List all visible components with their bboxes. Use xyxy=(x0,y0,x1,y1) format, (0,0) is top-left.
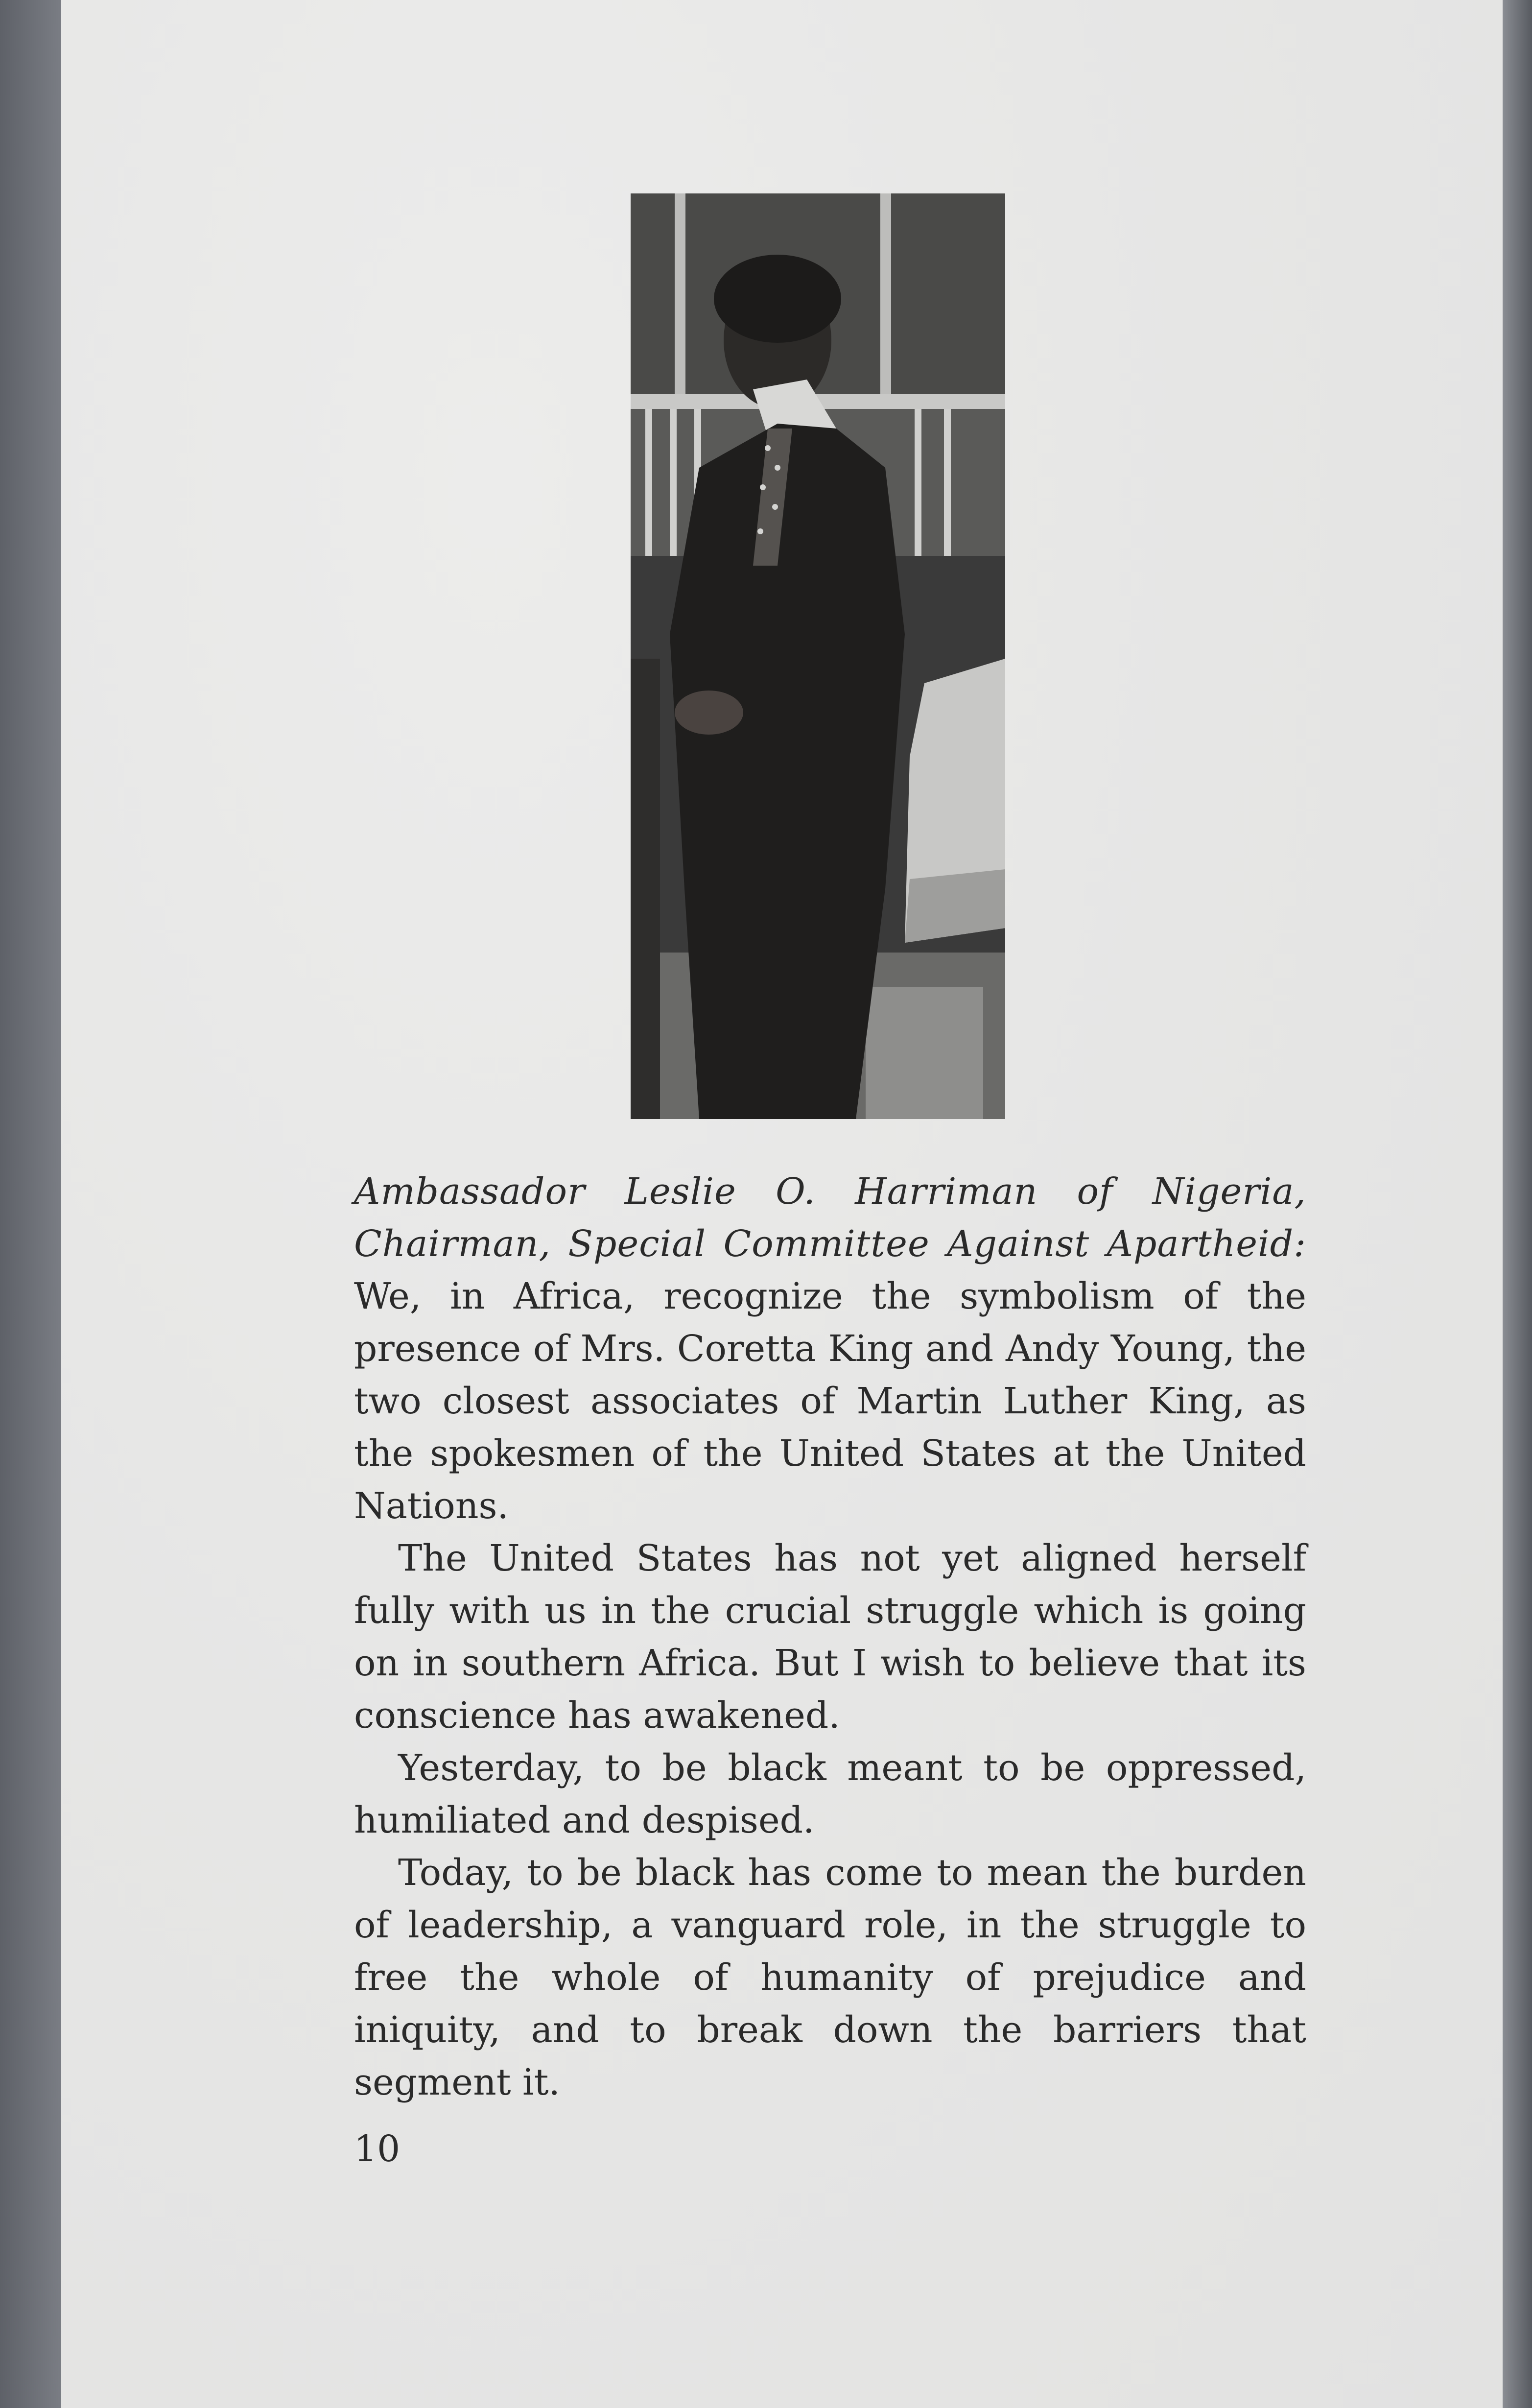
article-text xyxy=(354,1166,1306,2109)
caption-paragraph xyxy=(354,1166,1306,1532)
caption-text: We, in Africa, recognize the symbolism of the presence of Mrs. Coretta King and Andy Young, the two closest associates of Martin Luther King, as the spokesmen of the United States at the United Nations. xyxy=(354,1275,1306,1527)
photo-illustration-icon xyxy=(631,193,1005,1119)
portrait-photo xyxy=(631,193,1005,1119)
scan-edge-right xyxy=(1503,0,1532,2408)
page-number: 10 xyxy=(354,2128,401,2170)
paragraph-3: Today, to be black has come to mean the burden of leadership, a vanguard role, in the struggle to free the whole of humanity of prejudice and iniquity, and to break down the barriers that segment it. xyxy=(354,1852,1306,2103)
paragraph-2: Yesterday, to be black meant to be oppressed, humiliated and despised. xyxy=(354,1747,1306,1841)
document-page xyxy=(61,0,1503,2408)
scan-edge-left xyxy=(0,0,61,2408)
paragraph-1: The United States has not yet aligned herself fully with us in the crucial struggle which is going on in southern Africa. But I wish to believe that its conscience has awakened. xyxy=(354,1537,1306,1737)
speaker-attribution: Ambassador Leslie O. Harriman of Nigeria, Chairman, Special Committee Against Apartheid: xyxy=(354,1170,1306,1265)
